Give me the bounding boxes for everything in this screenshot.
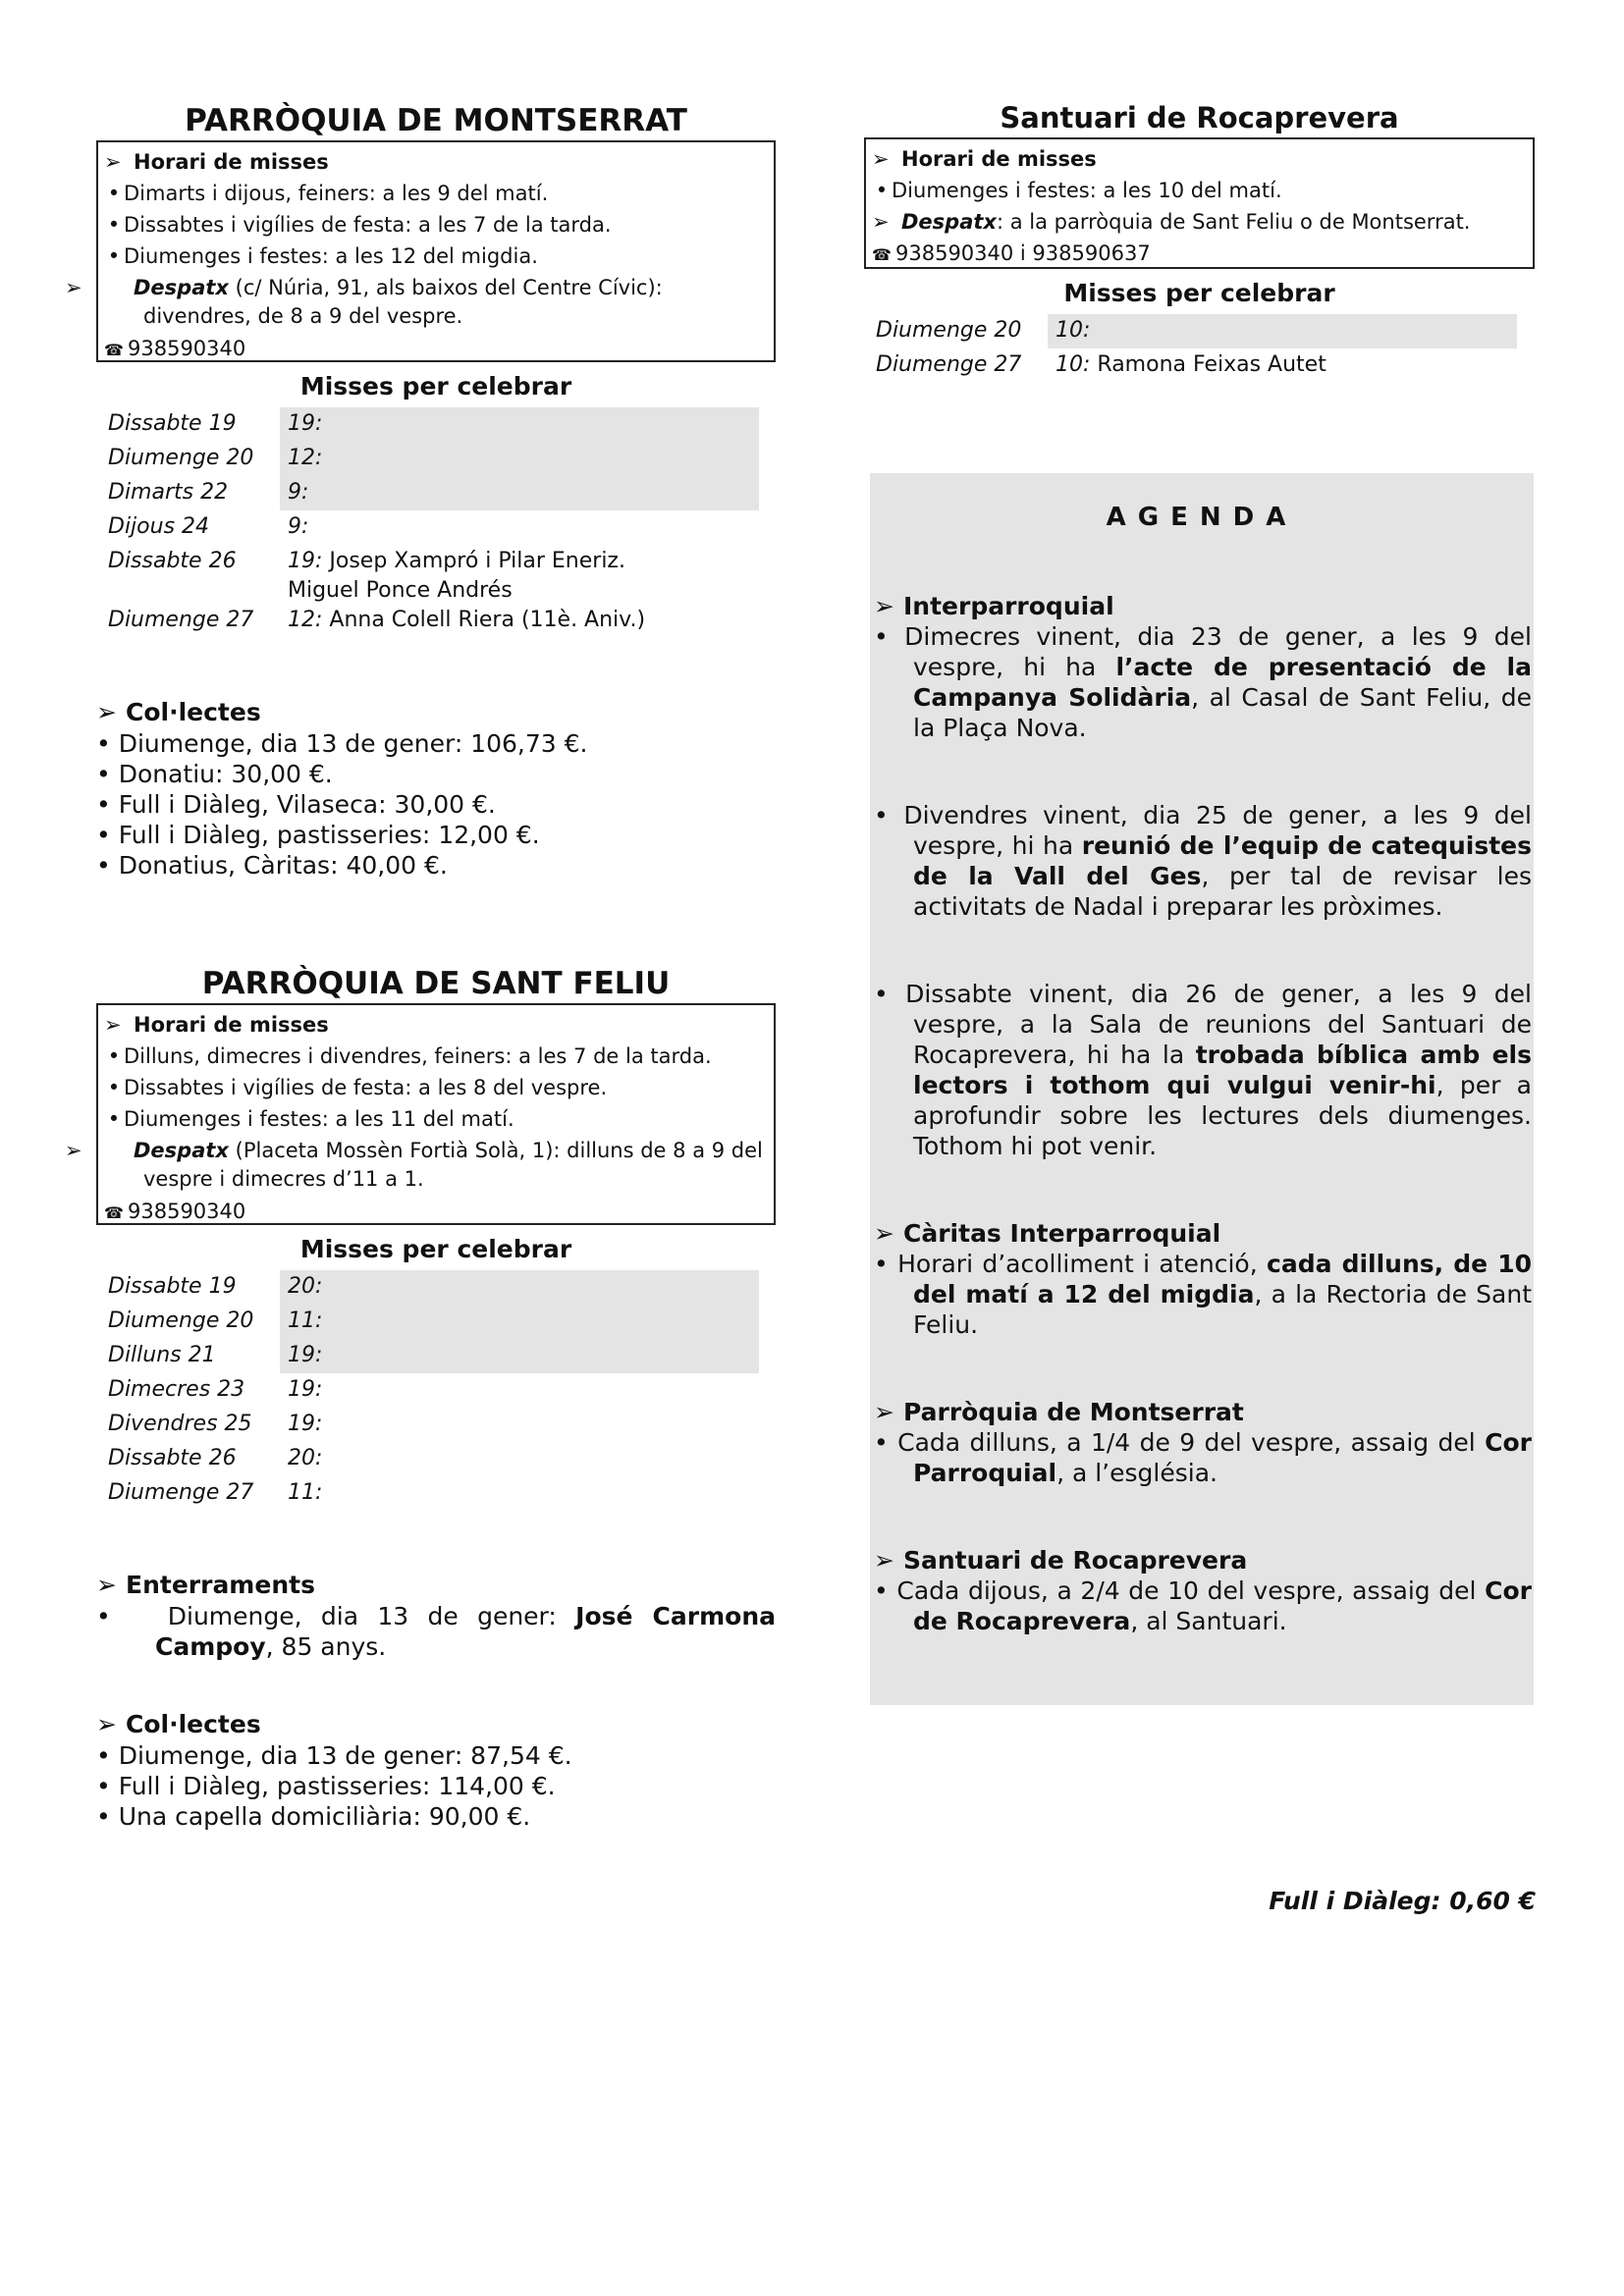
schedule-line: • Diumenges i festes: a les 10 del matí. [872, 175, 1527, 206]
mass-slot: 19: [288, 1377, 323, 1402]
mass-slot: 19: [288, 1412, 323, 1436]
santfeliu-despatx: ➢ Despatx (Placeta Mossèn Fortià Solà, 1): dilluns de 8 a 9 del vespre i dimecres d’11 a 1. [65, 1139, 763, 1191]
table-row [96, 1373, 759, 1408]
list-item: • Donatiu: 30,00 €. [96, 760, 333, 788]
agenda-item-text: • Cada dilluns, a 1/4 de 9 del vespre, assaig del Cor Parroquial, a l’església. [874, 1428, 1532, 1487]
mass-day: Diumenge 20 [876, 318, 1022, 343]
agenda-panel [870, 473, 1534, 1705]
mass-slot: 19: [280, 1339, 759, 1373]
agenda-item-text: • Dissabte vinent, dia 26 de gener, a les 9 del vespre, a la Sala de reunions del Santuari de Rocaprevera, hi ha la trobada bíblica amb els lectors i tothom qui vulgui venir-hi, per a aprofundir sobre les lectures dels diumenges. Tothom hi pot venir. [874, 980, 1532, 1160]
bullet-icon: • [107, 244, 121, 268]
mass-slot: 12: [280, 442, 759, 476]
mass-day: Dissabte 19 [108, 411, 237, 436]
agenda-item-text: • Cada dijous, a 2/4 de 10 del vespre, assaig del Cor de Rocaprevera, al Santuari. [874, 1576, 1532, 1635]
phone-icon: ☎ [104, 341, 124, 359]
montserrat-masses-title: Misses per celebrar [299, 372, 572, 400]
arrow-icon: ➢ [96, 1710, 117, 1738]
table-row [864, 348, 1517, 383]
mass-day: Diumenge 27 [108, 1480, 254, 1505]
agenda-item [870, 800, 1534, 922]
mass-day: Diumenge 20 [108, 446, 254, 470]
agenda-item-text: • Divendres vinent, dia 25 de gener, a les 9 del vespre, hi ha reunió de l’equip de catequistes de la Vall del Ges, per tal de revisar les activitats de Nadal i preparar les pròximes. [874, 801, 1532, 921]
santfeliu-phone: ☎ 938590340 [104, 1196, 768, 1229]
bullet-icon: • [107, 182, 121, 205]
bullet-icon: • [107, 1044, 121, 1068]
mass-slot: 11: [280, 1305, 759, 1339]
list-item: • Diumenge, dia 13 de gener: 106,73 €. [96, 729, 588, 758]
arrow-icon: ➢ [874, 1398, 894, 1426]
mass-day: Diumenge 27 [876, 352, 1022, 377]
mass-slot: 20: [288, 1446, 323, 1470]
schedule-line: • Diumenges i festes: a les 11 del matí. [104, 1103, 768, 1135]
rocaprevera-schedule-head: ➢ Horari de misses [872, 143, 1527, 175]
agenda-item-text: • Dimecres vinent, dia 23 de gener, a les 9 del vespre, hi ha l’acte de presentació de la Campanya Solidària, al Casal de Sant Feliu, de la Plaça Nova. [874, 622, 1532, 742]
table-row [96, 1476, 759, 1511]
agenda-item [870, 1545, 1534, 1636]
arrow-icon: ➢ [872, 147, 890, 171]
arrow-icon: ➢ [96, 1571, 117, 1599]
table-row [96, 442, 759, 476]
agenda-item [870, 1397, 1534, 1488]
montserrat-masses-table [96, 407, 759, 638]
rocaprevera-phone: ☎ 938590340 i 938590637 [872, 238, 1527, 271]
list-item: • Full i Diàleg, Vilaseca: 30,00 €. [96, 790, 496, 819]
collectes-list [96, 728, 776, 881]
mass-slot: 9: [280, 476, 759, 510]
list-item: • Donatius, Càritas: 40,00 €. [96, 851, 448, 880]
table-row [96, 604, 759, 638]
montserrat-collectes [96, 697, 776, 881]
mass-slot: 19: [280, 407, 759, 442]
mass-slot: 10: [1048, 314, 1517, 348]
schedule-line: • Dilluns, dimecres i divendres, feiners: a les 7 de la tarda. [104, 1041, 768, 1072]
santfeliu-masses-title: Misses per celebrar [299, 1235, 572, 1263]
list-item: • Una capella domiciliària: 90,00 €. [96, 1802, 531, 1831]
montserrat-section [65, 101, 776, 881]
montserrat-despatx: ➢ Despatx (c/ Núria, 91, als baixos del Centre Cívic): divendres, de 8 a 9 del vespre. [65, 276, 663, 328]
agenda-item-head: ➢ Càritas Interparroquial [874, 1219, 1221, 1248]
agenda-item [870, 591, 1534, 743]
agenda-item-text: • Horari d’acolliment i atenció, cada dilluns, de 10 del matí a 12 del migdia, a la Rectoria de Sant Feliu. [874, 1250, 1532, 1339]
mass-day: Diumenge 20 [108, 1308, 254, 1333]
arrow-icon: ➢ [104, 1013, 122, 1037]
table-row [96, 476, 759, 510]
montserrat-schedule-box [65, 140, 776, 362]
table-row [96, 545, 759, 604]
left-column [65, 0, 776, 1831]
schedule-line: • Dimarts i dijous, feiners: a les 9 del matí. [104, 178, 768, 209]
rocaprevera-schedule-box [864, 137, 1535, 269]
santfeliu-schedule-head: ➢ Horari de misses [104, 1009, 768, 1041]
table-row [864, 314, 1517, 348]
schedule-line: • Dissabtes i vigílies de festa: a les 8 del vespre. [104, 1072, 768, 1103]
enterrament-item: • Diumenge, dia 13 de gener: José Carmona Campoy, 85 anys. [96, 1602, 776, 1661]
list-item: • Diumenge, dia 13 de gener: 87,54 €. [96, 1741, 572, 1770]
mass-day: Divendres 25 [108, 1412, 252, 1436]
table-row [96, 1305, 759, 1339]
bullet-icon: • [107, 1076, 121, 1099]
arrow-icon: ➢ [874, 1219, 894, 1248]
bullet-icon: • [875, 179, 889, 202]
footer-price: Full i Diàleg: 0,60 € [1269, 1887, 1536, 1915]
right-column [864, 0, 1535, 383]
santfeliu-enterraments [96, 1570, 776, 1662]
rocaprevera-title: Santuari de Rocaprevera [1000, 101, 1399, 134]
montserrat-title: PARRÒQUIA DE MONTSERRAT [185, 103, 687, 138]
arrow-icon: ➢ [872, 210, 890, 234]
table-row [96, 510, 759, 545]
mass-slot: 11: [288, 1480, 323, 1505]
montserrat-phone: ☎ 938590340 [104, 333, 768, 366]
agenda-item-head: ➢ Parròquia de Montserrat [874, 1398, 1244, 1426]
mass-day: Dimecres 23 [108, 1377, 245, 1402]
arrow-icon: ➢ [874, 592, 894, 620]
table-row [96, 1442, 759, 1476]
list-item: • Full i Diàleg, pastisseries: 12,00 €. [96, 821, 540, 849]
bullet-icon: • [107, 213, 121, 237]
mass-day: Diumenge 27 [108, 608, 254, 632]
agenda-item-head: ➢ Santuari de Rocaprevera [874, 1546, 1248, 1575]
table-row [96, 407, 759, 442]
table-row [96, 1408, 759, 1442]
rocaprevera-section [864, 98, 1535, 383]
montserrat-schedule-head: ➢ Horari de misses [104, 146, 768, 178]
collectes-list [96, 1740, 776, 1832]
mass-day: Dissabte 26 [108, 1446, 237, 1470]
arrow-icon: ➢ [65, 276, 82, 299]
list-item: • Full i Diàleg, pastisseries: 114,00 €. [96, 1772, 556, 1800]
table-row [96, 1339, 759, 1373]
table-row [96, 1270, 759, 1305]
mass-day: Dissabte 26 [108, 549, 237, 573]
mass-slot: 10: Ramona Feixas Autet [1056, 352, 1326, 377]
arrow-icon: ➢ [104, 150, 122, 174]
arrow-icon: ➢ [96, 698, 117, 726]
mass-slot: 19: Josep Xampró i Pilar Eneriz. Miguel Ponce Andrés [288, 549, 625, 603]
agenda-item [870, 1218, 1534, 1340]
rocaprevera-despatx: ➢ Despatx: a la parròquia de Sant Feliu o de Montserrat. [872, 206, 1527, 238]
collectes-head: ➢ Col·lectes [96, 1710, 261, 1738]
schedule-line: • Dissabtes i vigílies de festa: a les 7 de la tarda. [104, 209, 768, 240]
santfeliu-collectes [96, 1709, 776, 1832]
bullet-icon: • [107, 1107, 121, 1131]
agenda-item [870, 979, 1534, 1161]
rocaprevera-masses-table [864, 314, 1517, 383]
mass-slot: 9: [288, 514, 309, 539]
phone-icon: ☎ [104, 1203, 124, 1222]
arrow-icon: ➢ [65, 1139, 82, 1162]
schedule-line: • Diumenges i festes: a les 12 del migdia. [104, 240, 768, 272]
enterraments-head: ➢ Enterraments [96, 1571, 315, 1599]
mass-day: Dimarts 22 [108, 480, 229, 505]
mass-day: Dissabte 19 [108, 1274, 237, 1299]
mass-day: Dijous 24 [108, 514, 210, 539]
agenda-item-head: ➢ Interparroquial [874, 592, 1114, 620]
santfeliu-masses-table [96, 1270, 759, 1511]
santfeliu-schedule-box [65, 1003, 776, 1225]
rocaprevera-masses-title: Misses per celebrar [1063, 279, 1335, 307]
santfeliu-title: PARRÒQUIA DE SANT FELIU [201, 966, 671, 1001]
arrow-icon: ➢ [874, 1546, 894, 1575]
mass-slot: 20: [280, 1270, 759, 1305]
phone-icon: ☎ [872, 245, 892, 264]
collectes-head: ➢ Col·lectes [96, 698, 261, 726]
agenda-title: AGENDA [1106, 503, 1298, 532]
santfeliu-section [65, 964, 776, 1832]
mass-day: Dilluns 21 [108, 1343, 216, 1367]
mass-slot: 12: Anna Colell Riera (11è. Aniv.) [288, 608, 646, 632]
